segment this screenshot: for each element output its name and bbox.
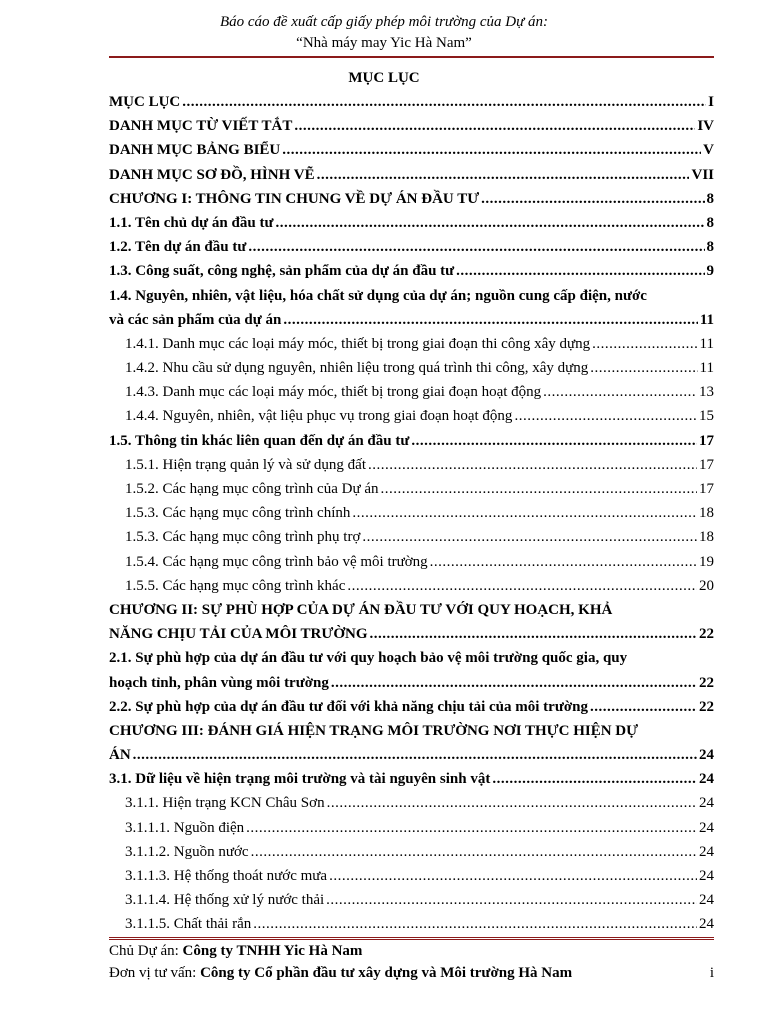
toc-entry-title: 1.5.4. Các hạng mục công trình bảo vệ môi trường: [125, 553, 428, 570]
toc-entry[interactable]: [109, 259, 714, 283]
toc-entry[interactable]: [109, 646, 714, 670]
toc-entry[interactable]: [109, 743, 714, 767]
toc-leader-dots: [317, 163, 690, 187]
header-report-title: Báo cáo đề xuất cấp giấy phép môi trường của Dự án:: [219, 14, 549, 30]
toc-leader-dots: [368, 453, 697, 477]
toc-entry-page: 11: [699, 360, 714, 377]
toc-entry-page: 18: [699, 529, 714, 546]
toc-entry-page: 24: [699, 892, 714, 909]
toc-entry-title: 3.1.1.4. Hệ thống xử lý nước thải: [125, 892, 325, 909]
toc-entry-title: hoạch tỉnh, phân vùng môi trường: [109, 674, 329, 691]
toc-leader-dots: [362, 525, 697, 549]
toc-entry[interactable]: [109, 719, 714, 743]
toc-entry-title: MỤC LỤC: [109, 94, 181, 110]
toc-entry-page: 17: [699, 432, 714, 449]
toc-entry-page: 24: [699, 771, 714, 788]
toc-entry[interactable]: [109, 525, 714, 549]
toc-entry[interactable]: [109, 332, 714, 356]
toc-entry-page: 20: [699, 577, 714, 594]
toc-entry-title: DANH MỤC BẢNG BIỂU: [109, 142, 281, 159]
toc-entry[interactable]: [109, 622, 714, 646]
page-number: i: [709, 965, 714, 981]
toc-entry-page: 24: [699, 819, 714, 836]
header-divider: [109, 56, 714, 58]
toc-entry-page: 18: [699, 505, 714, 522]
toc-entry-title: 3.1. Dữ liệu về hiện trạng môi trường và tài nguyên sinh vật: [109, 771, 491, 788]
toc-entry-title: 3.1.1.1. Nguồn điện: [125, 819, 245, 836]
toc-entry-title: 2.2. Sự phù hợp của dự án đầu tư đối với khả năng chịu tải của môi trường: [109, 698, 588, 715]
toc-leader-dots: [380, 477, 697, 501]
toc-entry[interactable]: [109, 598, 714, 622]
toc-entry-page: 24: [699, 843, 714, 860]
toc-entry[interactable]: [109, 791, 714, 815]
toc-leader-dots: [275, 211, 704, 235]
toc-entry-title: 2.1. Sự phù hợp của dự án đầu tư với quy hoạch bảo vệ môi trường quốc gia, quy: [109, 650, 628, 667]
footer-owner: [109, 943, 362, 960]
toc-entry[interactable]: [109, 816, 714, 840]
toc-leader-dots: [492, 767, 697, 791]
toc-entry[interactable]: [109, 574, 714, 598]
toc-entry-title: 1.4.3. Danh mục các loại máy móc, thiết bị trong giai đoạn hoạt động: [125, 384, 542, 401]
toc-entry[interactable]: [109, 550, 714, 574]
toc-leader-dots: [248, 235, 704, 259]
toc-entry-page: 8: [706, 190, 714, 207]
toc-entry-title: 3.1.1.2. Nguồn nước: [125, 843, 249, 860]
toc-entry[interactable]: [109, 477, 714, 501]
toc-entry[interactable]: [109, 404, 714, 428]
toc-entry[interactable]: [109, 501, 714, 525]
toc-entry[interactable]: [109, 380, 714, 404]
toc-entry[interactable]: [109, 235, 714, 259]
toc-leader-dots: [182, 90, 706, 114]
toc-entry[interactable]: [109, 308, 714, 332]
toc-entry-title: NĂNG CHỊU TẢI CỦA MÔI TRƯỜNG: [109, 626, 368, 643]
toc-leader-dots: [543, 380, 697, 404]
toc-entry-page: 17: [699, 456, 714, 473]
toc-leader-dots: [456, 259, 704, 283]
toc-entry-page: 15: [699, 408, 714, 425]
toc-entry-title: 1.5. Thông tin khác liên quan đến dự án đầu tư: [109, 432, 410, 449]
toc-entry[interactable]: [109, 138, 714, 162]
toc-entry-page: 9: [706, 263, 714, 280]
toc-entry-title: và các sản phẩm của dự án: [109, 311, 282, 328]
toc-leader-dots: [283, 308, 697, 332]
toc-entry-title: 1.3. Công suất, công nghệ, sản phẩm của dự án đầu tư: [109, 263, 455, 280]
toc-leader-dots: [590, 356, 697, 380]
toc-entry-page: 24: [699, 868, 714, 884]
toc-entry-title: 3.1.1. Hiện trạng KCN Châu Sơn: [125, 795, 325, 812]
toc-entry-page: 24: [699, 795, 714, 812]
toc-entry-page: 11: [699, 335, 714, 352]
toc-entry-title: 1.2. Tên dự án đầu tư: [109, 239, 247, 256]
header-project-name: “Nhà máy may Yic Hà Nam”: [296, 35, 472, 51]
toc-entry-title: 1.5.3. Các hạng mục công trình phụ trợ: [125, 529, 361, 546]
toc-leader-dots: [370, 622, 698, 646]
toc-entry[interactable]: [109, 695, 714, 719]
toc-entry-title: 1.1. Tên chủ dự án đầu tư: [109, 214, 274, 231]
toc-entry-title: 1.4.2. Nhu cầu sử dụng nguyên, nhiên liệu trong quá trình thi công, xây dựng: [125, 360, 589, 377]
toc-entry-title: 1.5.1. Hiện trạng quản lý và sử dụng đất: [125, 456, 367, 473]
toc-entry-title: CHƯƠNG II: SỰ PHÙ HỢP CỦA DỰ ÁN ĐẦU TƯ VỚI QUY HOẠCH, KHẢ: [109, 601, 613, 618]
toc-entry[interactable]: [109, 453, 714, 477]
toc-entry[interactable]: [109, 114, 714, 138]
footer-consultant-name: Công ty Cổ phần đầu tư xây dựng và Môi trường Hà Nam: [200, 965, 573, 981]
table-of-contents: [109, 90, 714, 937]
toc-leader-dots: [326, 888, 697, 912]
toc-leader-dots: [133, 743, 697, 767]
toc-entry[interactable]: [109, 284, 714, 308]
toc-entry-page: 24: [699, 747, 714, 764]
toc-entry-title: 1.5.3. Các hạng mục công trình chính: [125, 505, 351, 522]
toc-leader-dots: [590, 695, 697, 719]
toc-entry-page: 22: [699, 674, 714, 691]
toc-entry[interactable]: [109, 912, 714, 936]
footer-consultant-label: Đơn vị tư vấn:: [109, 965, 201, 981]
footer-owner-label: Chủ Dự án:: [109, 943, 183, 959]
toc-entry[interactable]: [109, 840, 714, 864]
toc-entry[interactable]: [109, 356, 714, 380]
toc-leader-dots: [347, 574, 697, 598]
toc-entry[interactable]: [109, 163, 714, 187]
toc-entry-title: DANH MỤC TỪ VIẾT TẮT: [109, 118, 293, 135]
toc-entry-page: 22: [699, 626, 714, 643]
toc-entry-title: 1.5.5. Các hạng mục công trình khác: [125, 577, 346, 594]
footer-consultant: [109, 965, 714, 982]
toc-entry-page: 19: [699, 553, 714, 570]
toc-entry-title: CHƯƠNG I: THÔNG TIN CHUNG VỀ DỰ ÁN ĐẦU TƯ: [109, 190, 480, 207]
toc-leader-dots: [481, 187, 704, 211]
toc-entry-title: 3.1.1.3. Hệ thống thoát nước mưa: [125, 868, 328, 884]
toc-leader-dots: [430, 550, 697, 574]
toc-leader-dots: [592, 332, 697, 356]
toc-leader-dots: [282, 138, 701, 162]
toc-entry-title: 1.5.2. Các hạng mục công trình của Dự án: [125, 481, 379, 497]
toc-entry-page: 11: [699, 311, 714, 328]
footer-owner-name: Công ty TNHH Yic Hà Nam: [182, 943, 363, 959]
toc-entry-title: CHƯƠNG III: ĐÁNH GIÁ HIỆN TRẠNG MÔI TRƯỜNG NƠI THỰC HIỆN DỰ: [109, 722, 639, 739]
toc-heading: MỤC LỤC: [348, 70, 420, 86]
toc-leader-dots: [294, 114, 695, 138]
toc-leader-dots: [331, 671, 697, 695]
toc-leader-dots: [253, 912, 697, 936]
footer-divider: [109, 937, 714, 940]
toc-entry[interactable]: [109, 187, 714, 211]
toc-entry[interactable]: [109, 767, 714, 791]
toc-entry-page: VII: [691, 166, 714, 183]
toc-entry-page: V: [703, 142, 714, 159]
toc-entry-title: DANH MỤC SƠ ĐỒ, HÌNH VẼ: [109, 166, 315, 183]
toc-entry-page: 13: [699, 384, 714, 401]
toc-entry-page: IV: [697, 118, 714, 135]
toc-entry-page: 8: [706, 214, 714, 231]
toc-leader-dots: [327, 791, 697, 815]
toc-entry[interactable]: [109, 671, 714, 695]
toc-leader-dots: [329, 864, 697, 888]
toc-entry-page: 17: [699, 481, 714, 497]
toc-leader-dots: [246, 816, 697, 840]
toc-leader-dots: [411, 429, 697, 453]
toc-leader-dots: [514, 404, 697, 428]
toc-entry-page: 22: [699, 698, 714, 715]
toc-entry-title: 1.4.1. Danh mục các loại máy móc, thiết bị trong giai đoạn thi công xây dựng: [125, 335, 591, 352]
toc-entry[interactable]: [109, 429, 714, 453]
toc-leader-dots: [251, 840, 697, 864]
toc-entry-title: 1.4.4. Nguyên, nhiên, vật liệu phục vụ trong giai đoạn hoạt động: [125, 408, 513, 425]
toc-leader-dots: [352, 501, 697, 525]
toc-entry-page: I: [708, 94, 714, 110]
toc-entry[interactable]: [109, 211, 714, 235]
toc-entry-title: 1.4. Nguyên, nhiên, vật liệu, hóa chất sử dụng của dự án; nguồn cung cấp điện, nước: [109, 287, 647, 304]
toc-entry-title: 3.1.1.5. Chất thải rắn: [125, 916, 252, 933]
toc-entry[interactable]: [109, 888, 714, 912]
toc-entry-page: 24: [699, 916, 714, 933]
toc-entry-page: 8: [706, 239, 714, 256]
toc-entry[interactable]: [109, 90, 714, 114]
toc-entry-title: ÁN: [109, 747, 131, 764]
toc-entry[interactable]: [109, 864, 714, 888]
